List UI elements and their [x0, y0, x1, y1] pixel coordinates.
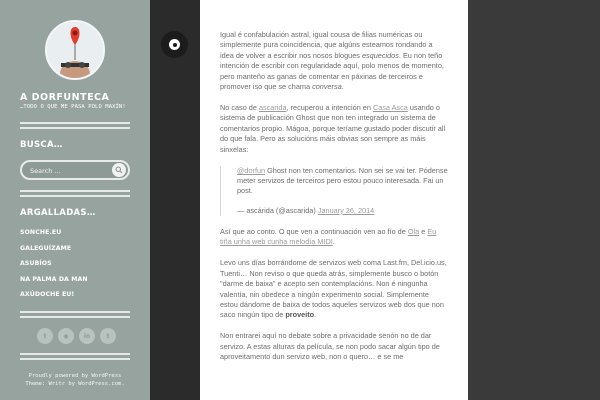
search-input[interactable]: [30, 165, 110, 177]
divider: [20, 311, 130, 313]
article-body: [220, 30, 448, 373]
paragraph: Así que ao conto. O que ven a continuación ven ao fío de Ola e Eu tiña unha web cunha melodía MIDI.: [220, 226, 437, 247]
avatar[interactable]: [45, 20, 105, 80]
divider: [20, 353, 130, 355]
linkedin-icon[interactable]: in: [79, 328, 95, 344]
sidebar: [0, 0, 150, 400]
post-meta-column: [150, 0, 200, 400]
divider: [20, 316, 130, 318]
link-item[interactable]: GALEGUÍZAME: [20, 244, 72, 252]
links-widget-title: ARGALLADAS…: [20, 208, 96, 218]
right-background: [468, 0, 600, 400]
tweet-date-link[interactable]: January 26, 2014: [317, 205, 375, 215]
social-links: [37, 328, 116, 344]
paragraph: Igual é confabulación astral, igual cousa de filias numéricas ou simplemente pura coincidencia, que algúns esteamos rondando a idea de volver a escribir nos nosos blogues esquecidos. Eu non teño intención de escribir con regularidade aquí, polo menos de momento, pero manteño as ganas de comentar en páxinas de terceiros e promover iso que se chama conversa.: [220, 30, 444, 92]
footer-theme[interactable]: Theme: Writr by WordPress.com.: [25, 381, 125, 387]
search-widget-title: BUSCA…: [20, 140, 63, 150]
casa-asca-link[interactable]: Casa Asca: [372, 103, 408, 113]
post-content: [200, 0, 468, 400]
divider: [20, 358, 130, 360]
link-item[interactable]: SONCHE.EU: [20, 229, 62, 236]
links-list: [20, 229, 88, 307]
rss-icon[interactable]: ◉: [58, 328, 74, 344]
audio-icon[interactable]: [161, 31, 188, 58]
avatar-image: [47, 22, 103, 78]
search-form: [20, 160, 130, 180]
divider: [20, 190, 130, 192]
divider: [20, 127, 130, 129]
divider: [20, 195, 130, 197]
link-item[interactable]: ASUBÍOS: [20, 260, 52, 267]
ascarida-link[interactable]: ascarida: [258, 103, 287, 113]
link-item[interactable]: NA PALMA DA MAN: [20, 275, 88, 283]
site-title[interactable]: A DORFUNTECA: [20, 92, 110, 103]
search-button[interactable]: [112, 163, 126, 177]
midi-post-link[interactable]: Eu tiña unha web cunha melodía MIDI: [220, 226, 437, 247]
footer-credit[interactable]: Proudly powered by WordPress: [28, 373, 122, 379]
embedded-tweet: @dorfun Ghost non ten comentarios. Non sei se vai ter. Pódense meter servizos de terceiros pero estou pouco interesada. Fai un post. — ascárida (@ascarida) January 26, 2014: [220, 166, 448, 217]
paragraph: No caso de ascarida, recuperou a intención en Casa Asca usando o sistema de publicación Ghost que non ten integrado un sistema de comentarios propio. Mágoa, porque teríame gustado poder discutir all do que fala. Pero as solucións máis obvias son sempre as máis sinxelas:: [220, 103, 446, 154]
paragraph: Non entrarei aquí no debate sobre a privacidade senón no de dar servizo. A estas alturas da película, se non podo sacar algún tipo de aproveitamento dun servizo web, non o quero… e se me: [220, 331, 440, 362]
divider: [20, 122, 130, 124]
tumblr-icon[interactable]: t: [100, 328, 116, 344]
twitter-icon[interactable]: t: [37, 328, 53, 344]
site-description: …TODO O QUE ME PASA POLO MAXÍN!: [20, 104, 126, 110]
ola-link[interactable]: Ola: [407, 226, 420, 236]
paragraph: Levo uns días borrándome de servizos web coma Last.fm, Del.icio.us, Tuenti… Non reviso o que queda atrás, simplemente busco o botón "darme de baixa" e acepto sen contemplacións. Non é ningunha valentía, nin obedece a ningún experimento social. Simplemente estou dándome de baixa de todos aqueles servizos web dos que non saco ningún tipo de proveito.: [220, 258, 447, 320]
search-icon: [115, 166, 123, 174]
link-item[interactable]: AXÚDOCHE EU!: [20, 291, 75, 298]
mention-link[interactable]: @dorfun: [237, 165, 266, 175]
